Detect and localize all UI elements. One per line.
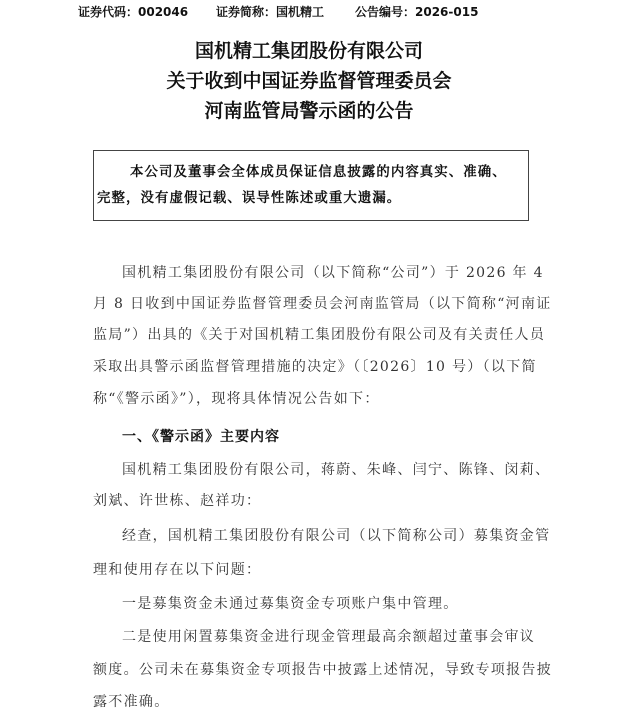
notice-line-1: 本公司及董事会全体成员保证信息披露的内容真实、准确、 [130, 164, 507, 180]
document-header [0, 3, 618, 21]
findings-line-1: 经查，国机精工集团股份有限公司（以下简称公司）募集资金管 [122, 528, 551, 544]
findings-line-2: 理和使用存在以下问题： [93, 562, 262, 578]
addressees-line-2: 刘斌、许世栋、赵祥功： [93, 493, 262, 509]
title-line-3: 河南监管局警示函的公告 [204, 100, 414, 122]
issue-2-line-1: 二是使用闲置募集资金进行现金管理最高余额超过董事会审议 [122, 629, 536, 645]
intro-line-5: 称“《警示函》”），现将具体情况公告如下： [93, 391, 380, 407]
issue-1: 一是募集资金未通过募集资金专项账户集中管理。 [122, 596, 459, 612]
title-line-1: 国机精工集团股份有限公司 [194, 40, 423, 62]
stock-code: 证券代码：002046 [78, 5, 189, 19]
intro-line-3: 监局”）出具的《关于对国机精工集团股份有限公司及有关责任人员 [93, 327, 546, 343]
addressees-line-1: 国机精工集团股份有限公司，蒋蔚、朱峰、闫宁、陈锋、闵莉、 [122, 462, 551, 478]
intro-line-1: 国机精工集团股份有限公司（以下简称“公司”）于 2026 年 4 [122, 265, 544, 281]
stock-name: 证券简称：国机精工 [216, 5, 325, 19]
issue-2-line-2: 额度。公司未在募集资金专项报告中披露上述情况，导致专项报告披 [93, 662, 552, 678]
intro-line-4: 采取出具警示函监督管理措施的决定》（〔2026〕10 号）（以下简 [93, 359, 537, 375]
section-heading: 一、《警示函》主要内容 [122, 429, 280, 445]
disclosure-notice-box [93, 150, 529, 221]
intro-line-2: 月 8 日收到中国证券监督管理委员会河南监管局（以下简称“河南证 [93, 296, 552, 312]
announcement-number: 公告编号：2026-015 [355, 5, 479, 19]
title-line-2: 关于收到中国证券监督管理委员会 [166, 70, 452, 92]
issue-2-line-3: 露不准确。 [93, 694, 170, 710]
notice-line-2: 完整，没有虚假记载、误导性陈述或重大遗漏。 [97, 190, 402, 206]
